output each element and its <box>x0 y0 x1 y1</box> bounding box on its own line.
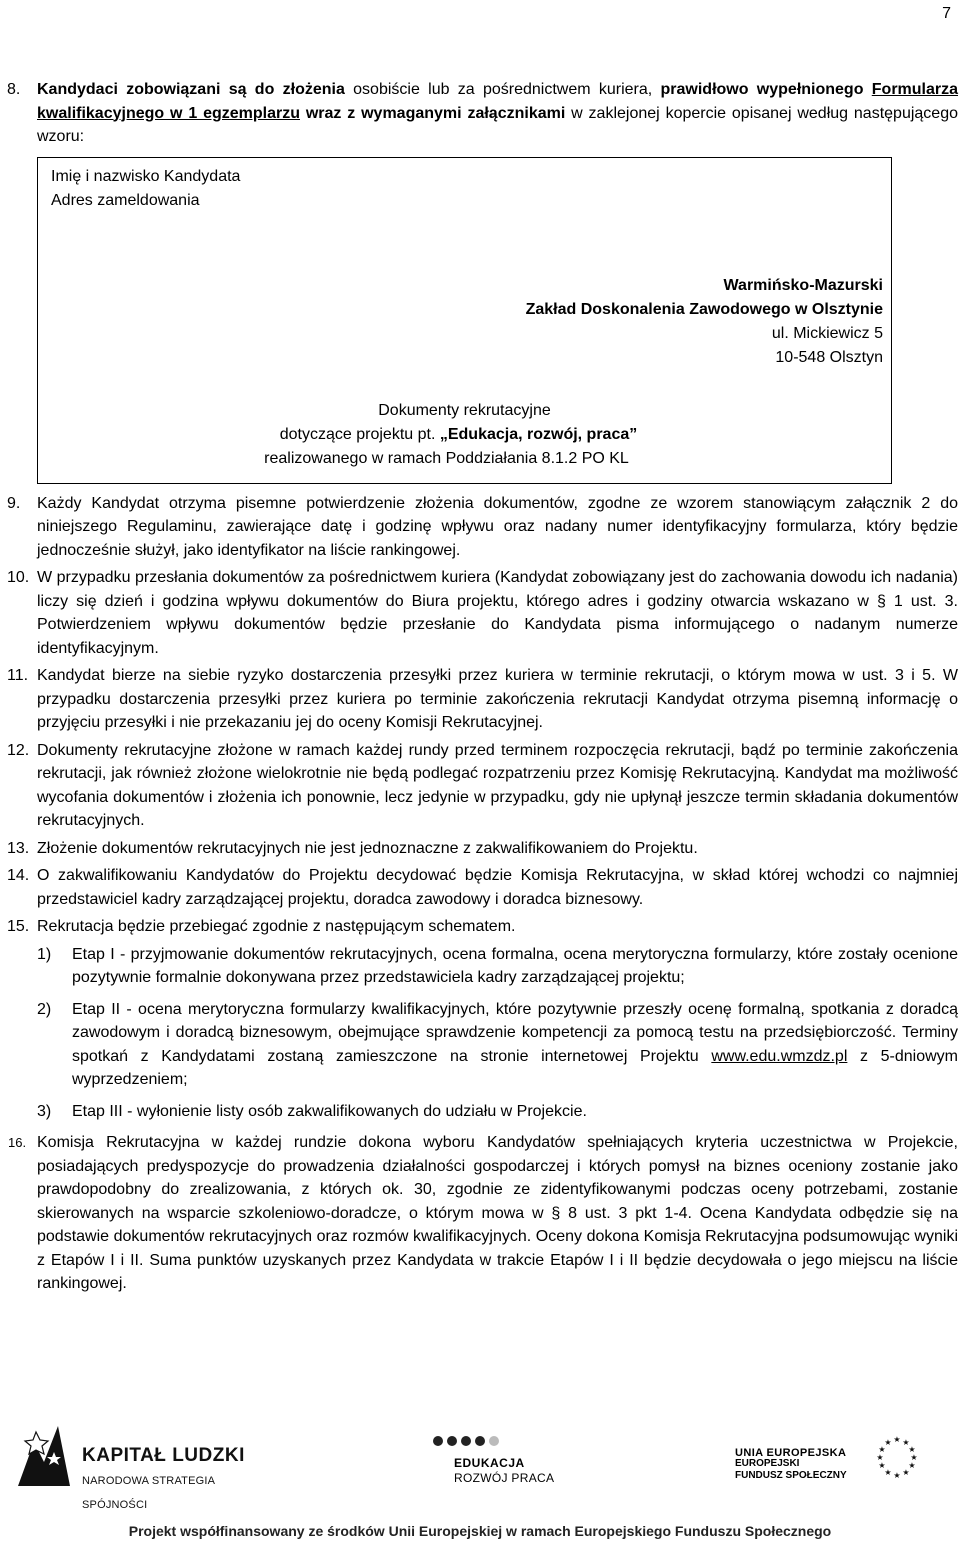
project-website-link[interactable]: www.edu.wmzdz.pl <box>711 1047 848 1065</box>
svg-text:★: ★ <box>908 1461 916 1470</box>
docs-line: dotyczące projektu pt. „Edukacja, rozwój, praca” <box>279 425 638 443</box>
paragraph-9 <box>0 492 958 563</box>
paragraph-12 <box>0 739 958 833</box>
bold-text: wraz z wymaganymi załącznikami <box>299 104 566 122</box>
paragraph-15 <box>0 915 958 939</box>
paragraph-16 <box>0 1131 958 1296</box>
paragraph-number: 9. <box>7 494 21 512</box>
docs-line: Dokumenty rekrutacyjne <box>378 401 551 419</box>
kl-title: KAPITAŁ LUDZKI <box>82 1445 245 1466</box>
recipient-line: Zakład Doskonalenia Zawodowego w Olsztynie <box>525 300 883 318</box>
paragraph-text: Kandydat bierze na siebie ryzyko dostarczenia przesyłki przez kuriera w terminie rekrutacji, o którym mowa w ust. 3 i 5. W przypadku dostarczenia przesyłki przez kuriera po terminie zakończenia rekrutacji Kandydat otrzyma pisemną informację o przyjęciu przesyłki i nie przekazaniu jej do oceny Komisji Rekrutacyjnej. <box>37 667 958 731</box>
eu-logo <box>735 1432 935 1492</box>
underlined-bold-text: Formularza kwalifikacyjnego w 1 egzemplarzu <box>37 81 959 122</box>
bold-text: Kandydaci zobowiązani są do złożenia <box>37 81 345 98</box>
docs-line: realizowanego w ramach Poddziałania 8.1.2 PO KL <box>264 449 629 467</box>
stage-item <box>0 943 958 990</box>
paragraph-11 <box>0 664 958 735</box>
cofinancing-note: Projekt współfinansowany ze środków Unii Europejskiej w ramach Europejskiego Funduszu Społecznego <box>128 1523 832 1539</box>
svg-text:★: ★ <box>902 1438 910 1447</box>
paragraph-8 <box>0 78 958 149</box>
text: w zaklejonej kopercie opisanej według następującego wzoru: <box>37 104 958 145</box>
paragraph-text: Złożenie dokumentów rekrutacyjnych nie jest jednoznaczne z zakwalifikowaniem do Projektu. <box>37 839 698 857</box>
eu-title: UNIA EUROPEJSKA <box>735 1447 847 1459</box>
paragraph-number: 14. <box>7 867 30 884</box>
stage-number: 1) <box>37 945 52 963</box>
dots-icon <box>432 1434 502 1448</box>
kl-subtitle: NARODOWA STRATEGIA SPÓJNOŚCI <box>82 1475 215 1511</box>
sender-name: Imię i nazwisko Kandydata <box>51 167 241 185</box>
recipient-line: 10-548 Olsztyn <box>775 348 883 366</box>
page-number: 7 <box>942 5 951 22</box>
kapital-ludzki-logo <box>14 1422 254 1511</box>
sender-address: Adres zameldowania <box>51 191 200 209</box>
paragraph-number: 11. <box>7 667 29 684</box>
project-title: „Edukacja, rozwój, praca” <box>439 425 638 443</box>
envelope-recipient <box>526 274 883 370</box>
kapital-ludzki-emblem-icon <box>14 1422 74 1490</box>
svg-text:★: ★ <box>878 1461 886 1470</box>
paragraph-number: 8. <box>7 81 21 98</box>
svg-text:★: ★ <box>878 1445 886 1454</box>
footer-logos <box>0 1410 960 1541</box>
paragraph-text: Dokumenty rekrutacyjne złożone w ramach każdej rundy przed terminem rozpoczęcia rekrutacji, bądź po terminie zakończenia rekrutacji, jak również złożone wielokrotnie nie będą podlegać rozpatrzeniu przez Komisję Rekrutacyjną. Kandydat ma możliwość wycofania dokumentów i złożenia ich ponownie, lecz jedynie w przypadku, gdy nie upłynął jeszcze termin składania dokumentów rekrutacyjnych. <box>37 741 958 829</box>
paragraph-number: 15. <box>7 918 30 935</box>
bold-text: prawidłowo wypełnionego <box>660 81 872 98</box>
svg-text:★: ★ <box>884 1468 892 1477</box>
edu-line2: ROZWÓJ PRACA <box>454 1471 555 1485</box>
stage-number: 2) <box>37 1000 52 1018</box>
svg-text:★: ★ <box>876 1453 884 1462</box>
edu-line1: EDUKACJA <box>454 1456 525 1470</box>
envelope-sender <box>51 165 240 213</box>
edukacja-rozwoj-praca-logo <box>430 1432 570 1488</box>
text: osobiście lub za pośrednictwem kuriera, <box>344 81 661 98</box>
eu-subtitle: EUROPEJSKI FUNDUSZ SPOŁECZNY <box>735 1458 847 1481</box>
paragraph-14 <box>0 864 958 911</box>
paragraph-text: Rekrutacja będzie przebiegać zgodnie z następującym schematem. <box>37 918 516 935</box>
svg-text:★: ★ <box>893 1471 901 1480</box>
stage-item <box>0 998 958 1092</box>
svg-text:★: ★ <box>884 1438 892 1447</box>
recruitment-stages <box>0 943 958 1124</box>
envelope-template <box>37 157 892 484</box>
paragraph-number: 12. <box>7 741 30 759</box>
stage-number: 3) <box>37 1102 52 1120</box>
paragraph-text: O zakwalifikowaniu Kandydatów do Projektu decydować będzie Komisja Rekrutacyjna, w skład której wchodzi co najmniej przedstawiciel kadry zarządzającej projektu, doradca zawodowy i doradca biznesowy. <box>37 867 958 908</box>
recipient-line: Warmińsko-Mazurski <box>723 276 883 294</box>
stage-text: Etap III - wyłonienie listy osób zakwalifikowanych do udziału w Projekcie. <box>72 1102 587 1120</box>
paragraph-text: W przypadku przesłania dokumentów za pośrednictwem kuriera (Kandydat zobowiązany jest do zachowania dowodu ich nadania) liczy się dzień i godzina wpływu dokumentów do Biura projektu, którego adres i godziny otwarcia wskazano w § 1 ust. 3. Potwierdzeniem wpływu dokumentów będzie przesłanie do Kandydata pisma informującego o nadanym numerze identyfikacyjnym. <box>37 569 958 657</box>
document-body <box>0 78 958 1300</box>
svg-text:★: ★ <box>893 1435 901 1444</box>
eu-flag-icon <box>867 1432 927 1480</box>
paragraph-number: 13. <box>7 839 30 857</box>
svg-text:★: ★ <box>910 1453 918 1462</box>
paragraph-10 <box>0 566 958 660</box>
svg-text:★: ★ <box>902 1468 910 1477</box>
stage-text: Etap II - ocena merytoryczna formularzy kwalifikacyjnych, które pozytywnie przeszły ocenę formalną, spotkania z doradcą zawodowym i doradcą biznesowym, obejmujące sprawdzenie kompetencji za pomocą testu na przedsiębiorczość. Terminy spotkań z Kandydatami zostaną zamieszczone na stronie internetowej Projektu <box>72 1000 958 1065</box>
svg-text:★: ★ <box>908 1445 916 1454</box>
recipient-line: ul. Mickiewicz 5 <box>771 324 883 342</box>
stage-text: Etap I - przyjmowanie dokumentów rekrutacyjnych, ocena formalna, ocena merytoryczna formularzy, które zostały ocenione pozytywnie formalnie dokonywana przez przedstawiciela kadry zarządzającej projektu; <box>72 945 958 986</box>
paragraph-number: 10. <box>7 569 30 586</box>
paragraph-number: 16. <box>8 1135 27 1150</box>
stage-text: z 5-dniowym wyprzedzeniem; <box>72 1047 958 1088</box>
paragraph-text: Każdy Kandydat otrzyma pisemne potwierdzenie złożenia dokumentów, zgodne ze wzorem stanowiącym załącznik 2 do niniejszego Regulaminu, zawierające datę i godzinę wpływu oraz nadany numer identyfikacyjny formularza, który będzie jednocześnie służył, jako identyfikator na liście rankingowej. <box>37 494 958 559</box>
paragraph-text: Komisja Rekrutacyjna w każdej rundzie dokona wyboru Kandydatów spełniających kryteria uczestnictwa w Projekcie, posiadających predyspozycje do prowadzenia działalności gospodarczej i których pomysł na biznes oceniony zostanie jako prawdopodobny do zrealizowania, z których ok. 30, zgodnie ze zidentyfikowanymi podczas oceny potrzebami, zostanie skierowanych na wsparcie szkoleniowo-doradcze, o którym mowa w § 8 ust. 3 pkt 1-4. Ocena Kandydata odbędzie się na podstawie dokumentów rekrutacyjnych oraz rozmów kwalifikacyjnych. Oceny dokona Komisja Rekrutacyjna podsumowując wyniki z Etapów I i II. Suma punktów uzyskanych przez Kandydata w trakcie Etapów I i II będzie decydowała o jego miejscu na liście rankingowej. <box>37 1134 958 1292</box>
envelope-description <box>38 399 891 471</box>
paragraph-13 <box>0 837 958 861</box>
stage-item <box>0 1100 958 1124</box>
